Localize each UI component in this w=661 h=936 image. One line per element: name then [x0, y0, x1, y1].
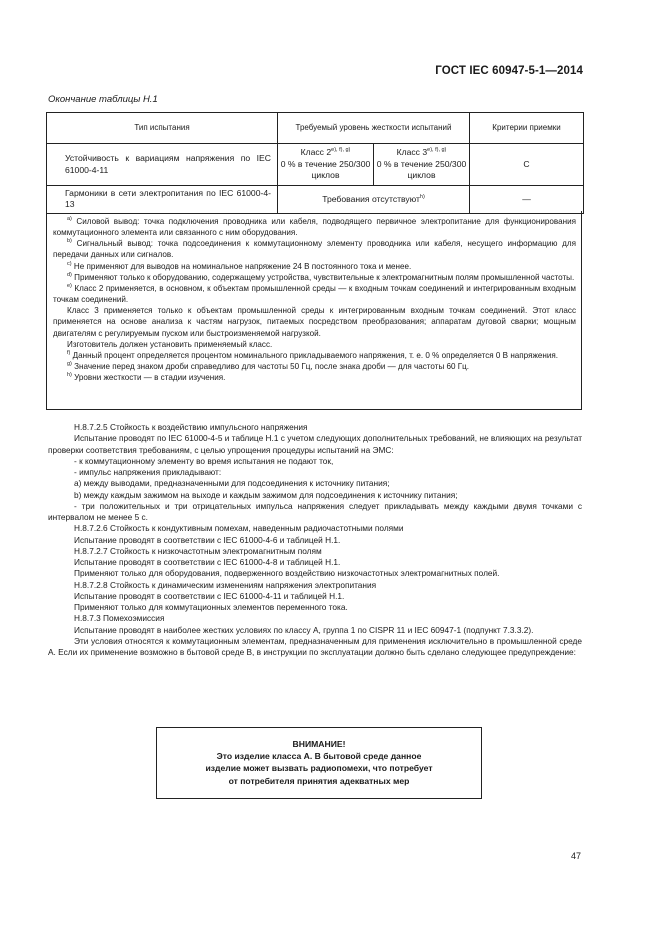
footnote: [53, 305, 576, 338]
table-row: [47, 144, 584, 186]
footnote-mark: d): [67, 271, 72, 278]
paragraph: Применяют только для коммутационных элементов переменного тока.: [74, 602, 348, 612]
row2-level-cell: [278, 186, 470, 214]
list-item: - импульс напряжения прикладывают:: [74, 467, 222, 477]
footnote: [53, 350, 576, 361]
row1-class3-sup: e), f), g): [427, 147, 447, 154]
footnote: [53, 272, 576, 283]
list-item: a) между выводами, предназначенными для подсоединения к источнику питания;: [74, 478, 390, 489]
list-item: b) между каждым зажимом на выходе и каждым зажимом для подсоединения к источнику питания;: [74, 489, 458, 500]
table-header-row: [47, 113, 584, 144]
page-number: 47: [570, 851, 581, 861]
table-row: [47, 186, 584, 214]
list-item: - к коммутационному элементу во время испытания не подают ток,: [74, 455, 334, 466]
row1-class3-label: Класс 3: [396, 147, 428, 158]
footnote: [53, 339, 576, 350]
header-acceptance-criteria: Критерии приемки: [470, 113, 584, 144]
footnote-mark: h): [67, 372, 72, 379]
footnote-mark: b): [67, 238, 72, 245]
footnote: [53, 261, 576, 272]
footnote: [53, 216, 576, 238]
row2-level-sup: h): [419, 193, 425, 200]
row1-class3-cell: [374, 144, 470, 186]
paragraph: Испытание проводят в соответствии с IEC 61000-4-6 и таблицей Н.1.: [74, 534, 341, 545]
warning-line: от потребителя принятия адекватных мер: [228, 775, 410, 786]
standard-header: ГОСТ IEC 60947-5-1—2014: [435, 65, 583, 77]
footnote-text: Данный процент определяется процентом номинального прикладываемого напряжения, т. е. 0 % определяется 0 В напряжения.: [72, 350, 558, 360]
row1-class2-sup: e), f), g): [331, 147, 351, 154]
paragraph: Испытание проводят по IEC 61000-4-5 и таблице Н.1 с учетом следующих дополнительных требований, не влияющих на результат проверки соответствия требованиям, с целью упрощения процедуры испытаний на ЭМС:: [48, 433, 582, 455]
footnote-text: Сигнальный вывод: точка подсоединения к коммутационному элементу проводника или кабеля, несущего информацию для передачи данных или сигналов.: [53, 239, 576, 260]
footnote-mark: a): [67, 216, 72, 222]
footnote: [53, 238, 576, 260]
table-caption: Окончание таблицы Н.1: [48, 94, 158, 105]
paragraph: Испытание проводят в соответствии с IEC 61000-4-8 и таблицей Н.1.: [74, 557, 341, 567]
footnote: [53, 361, 576, 372]
section-heading: Н.8.7.2.7 Стойкость к низкочастотным электромагнитным полям: [74, 545, 322, 556]
footnote-mark: c): [67, 260, 72, 267]
row1-class2-cell: [278, 144, 374, 186]
footnote-mark: e): [67, 282, 72, 289]
section-heading: Н.8.7.2.5 Стойкость к воздействию импульсного напряжения: [74, 422, 308, 432]
paragraph: Эти условия относятся к коммутационным элементам, предназначенным для применения исключительно в промышленной среде А. Если их применение возможно в бытовой среде В, в инструкции по эксплуатации должно быть сделано следующее предупреждение:: [48, 635, 582, 657]
warning-title: ВНИМАНИЕ!: [292, 739, 346, 749]
footnote-mark: f): [67, 349, 71, 356]
footnote-text: Изготовитель должен установить применяемый класс.: [67, 339, 273, 349]
section-heading: Н.8.7.2.6 Стойкость к кондуктивным помехам, наведенным радиочастотными полями: [74, 523, 404, 534]
paragraph: Применяют только для оборудования, подверженного воздействию низкочастотных электромагнитных полей.: [74, 568, 500, 579]
footnote-text: Силовой вывод: точка подключения проводника или кабеля, подводящего первичное электропитание для функционирования коммутационного элемента или связанного с ним оборудования.: [53, 217, 576, 238]
footnote-text: Уровни жесткости — в стадии изучения.: [74, 373, 226, 383]
test-table: [46, 112, 584, 214]
row1-class2-label: Класс 2: [300, 147, 332, 158]
footnote-text: Не применяют для выводов на номинальное напряжение 24 В постоянного тока и менее.: [73, 261, 412, 271]
footnote-text: Значение перед знаком дроби справедливо для частоты 50 Гц, после знака дроби — для частоты 60 Гц.: [74, 362, 470, 372]
header-severity-level: Требуемый уровень жесткости испытаний: [278, 113, 470, 144]
warning-box: [156, 727, 482, 799]
row1-test-name: Устойчивость к вариациям напряжения по IEC 61000-4-11: [47, 144, 278, 186]
footnote-text: Класс 2 применяется, в основном, к объектам промышленной среды — к входным точкам соединений и интегрированным входным точкам соединений.: [53, 283, 576, 305]
warning-line: изделие может вызвать радиопомехи, что потребует: [205, 763, 433, 774]
footnote-text: Применяют только к оборудованию, содержащему устройства, чувствительные к электромагнитным полям промышленной частоты.: [74, 272, 575, 282]
paragraph: Испытание проводят в наиболее жестких условиях по классу А, группа 1 по CISPR 11 и IEC 60947-1 (подпункт 7.3.3.2).: [74, 624, 534, 635]
row2-test-name: Гармоники в сети электропитания по IEC 61000-4-13: [47, 186, 278, 214]
table-footnotes: [46, 211, 582, 410]
row1-class3-text: 0 % в течение 250/300 циклов: [376, 158, 467, 181]
footnote-text: Класс 3 применяется только к объектам промышленной среды к интегрированным входным точкам соединений. Этот класс применяется на основе анализа к частям нагрузок, питаемых посредством преобразования; аппаратам дуговой сварки; мощным двигателям с регулируемым пуском или быстроизменяемой нагрузкой.: [53, 306, 576, 338]
footnote-mark: g): [67, 361, 72, 368]
row2-level: Требования отсутствуют: [322, 193, 420, 204]
section-heading: Н.8.7.3 Помехоэмиссия: [74, 613, 165, 624]
row1-class2-text: 0 % в течение 250/300 циклов: [280, 158, 371, 181]
row2-criteria: —: [470, 186, 584, 214]
warning-line: Это изделие класса А. В бытовой среде данное: [216, 751, 422, 762]
header-test-type: Тип испытания: [47, 113, 278, 144]
paragraph: Испытание проводят в соответствии с IEC 61000-4-11 и таблицей Н.1.: [74, 590, 345, 601]
body-text: [48, 422, 582, 658]
section-heading: Н.8.7.2.8 Стойкость к динамическим изменениям напряжения электропитания: [74, 579, 377, 590]
list-item: - три положительных и три отрицательных импульса напряжения следует прикладывать между каждыми двумя точками с интервалом не менее 5 с.: [48, 500, 582, 522]
footnote: [53, 283, 576, 305]
footnote: [53, 372, 576, 383]
row1-criteria: С: [470, 144, 584, 186]
